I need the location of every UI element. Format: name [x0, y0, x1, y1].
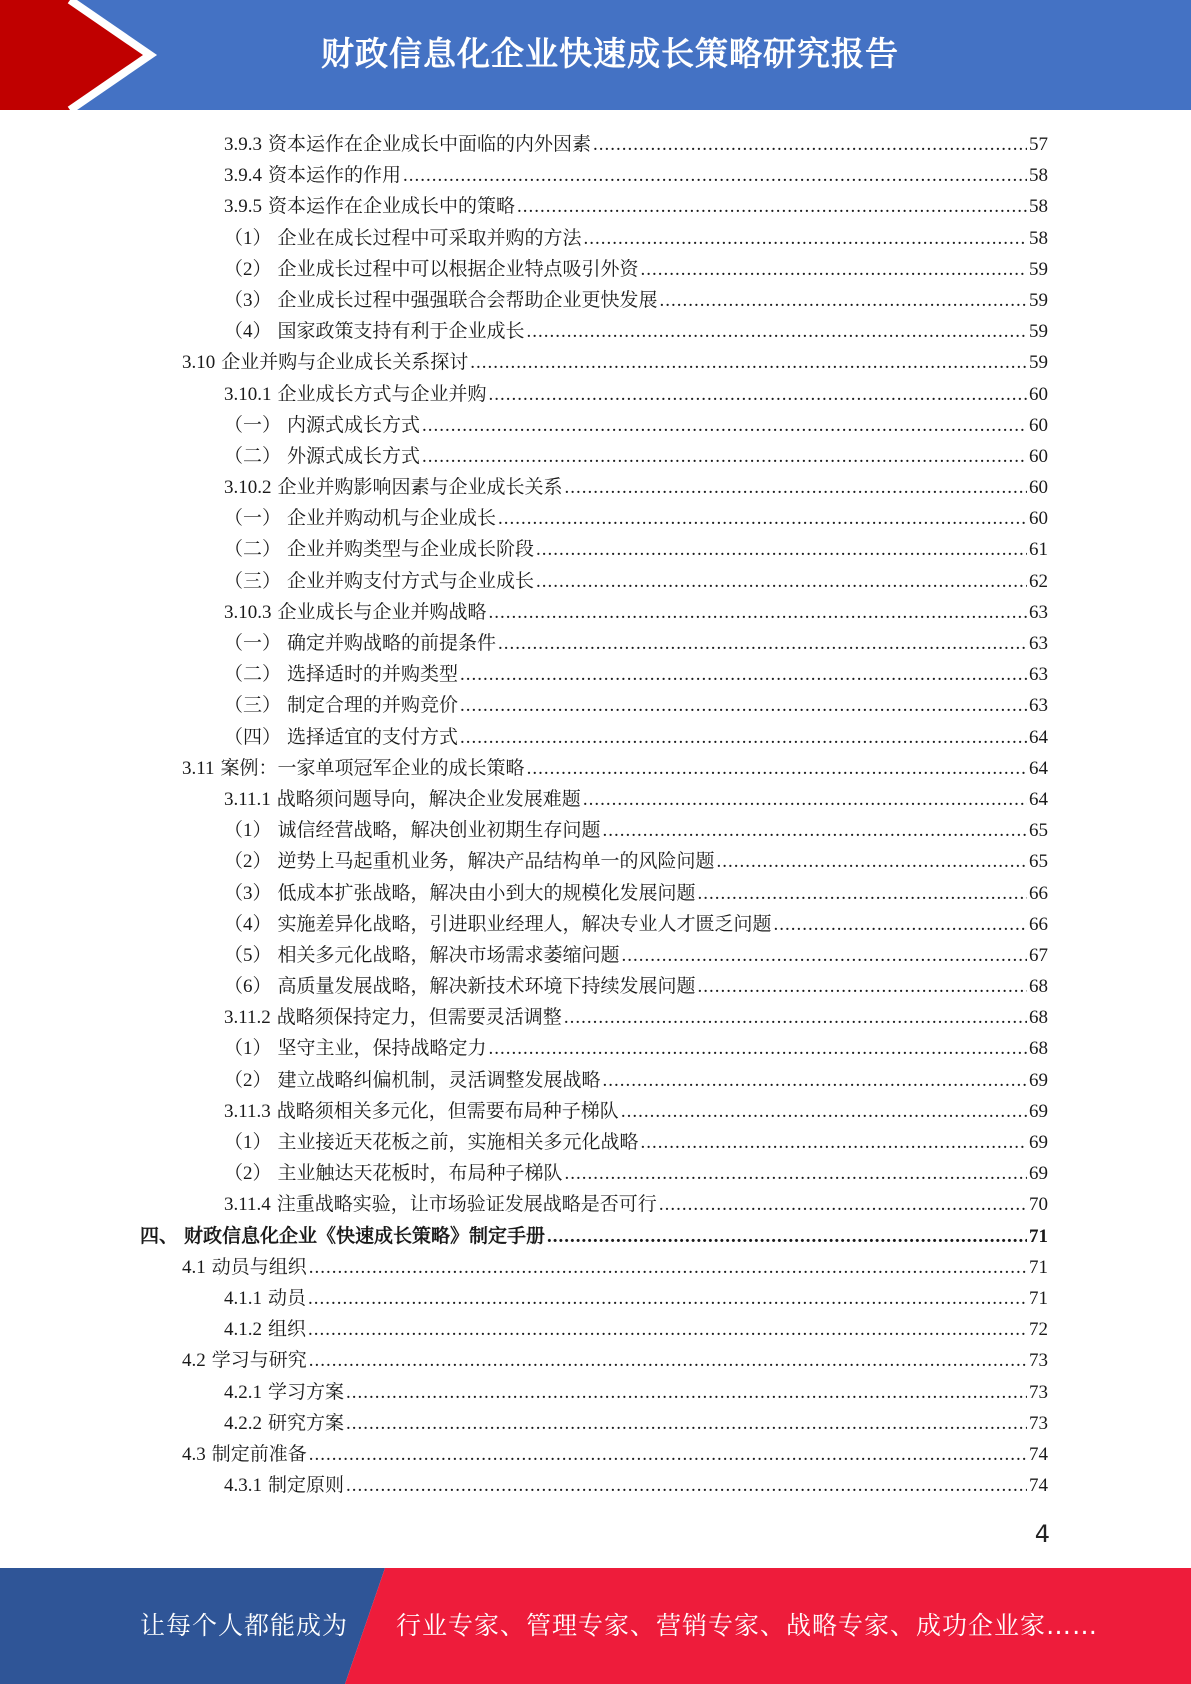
- toc-entry-page: 69: [1029, 1069, 1048, 1091]
- toc-entry-page: 69: [1029, 1132, 1048, 1153]
- toc-entry[interactable]: [140, 597, 1048, 628]
- toc-entry[interactable]: [140, 1189, 1048, 1220]
- toc-entry-page: 64: [1029, 726, 1048, 748]
- toc-dot-leader: [593, 129, 1027, 160]
- toc-entry-title: 企业成长与企业并购战略: [277, 601, 487, 623]
- toc-entry-title: 动员: [268, 1287, 307, 1309]
- toc-dot-leader: [460, 659, 1027, 690]
- toc-entry-page: 69: [1029, 1163, 1048, 1185]
- toc-entry-title: 主业触达天花板时，布局种子梯队: [277, 1163, 563, 1185]
- document-title: 财政信息化企业快速成长策略研究报告: [321, 34, 899, 73]
- toc-entry-title: 财政信息化企业《快速成长策略》制定手册: [184, 1225, 546, 1247]
- toc-entry-page: 59: [1029, 258, 1048, 280]
- toc-dot-leader: [346, 1377, 1027, 1408]
- toc-entry-page: 63: [1029, 601, 1048, 623]
- toc-entry-title: 注重战略实验，让市场验证发展战略是否可行: [276, 1194, 657, 1216]
- toc-entry[interactable]: [140, 1033, 1048, 1064]
- toc-dot-leader: [346, 1408, 1027, 1439]
- toc-dot-leader: [774, 909, 1027, 940]
- toc-entry[interactable]: [140, 815, 1048, 846]
- toc-entry[interactable]: [140, 1127, 1048, 1158]
- footer-slogan-right: 行业专家、管理专家、营销专家、战略专家、成功企业家……: [396, 1611, 1099, 1640]
- toc-entry-title: 学习方案: [268, 1381, 345, 1403]
- toc-entry-number: （三）: [224, 695, 282, 717]
- toc-entry-title: 资本运作在企业成长中的策略: [268, 196, 516, 218]
- toc-entry-title: 企业并购动机与企业成长: [287, 508, 497, 530]
- toc-entry-page: 71: [1029, 1225, 1048, 1247]
- toc-entry-page: 59: [1029, 352, 1048, 374]
- toc-entry-page: 62: [1029, 570, 1048, 592]
- toc-dot-leader: [489, 1033, 1027, 1064]
- toc-entry-number: （1）: [224, 820, 272, 842]
- toc-entry-number: （二）: [224, 539, 282, 561]
- toc-entry-title: 主业接近天花板之前，实施相关多元化战略: [277, 1132, 639, 1153]
- toc-entry-title: 内源式成长方式: [287, 414, 421, 436]
- toc-entry-page: 73: [1029, 1412, 1048, 1434]
- toc-entry-title: 企业并购与企业成长关系探讨: [221, 352, 469, 374]
- toc-entry[interactable]: [140, 784, 1048, 815]
- toc-dot-leader: [470, 347, 1027, 378]
- toc-entry-number: （2）: [224, 1163, 272, 1185]
- toc-entry[interactable]: [140, 659, 1048, 690]
- toc-entry-page: 69: [1029, 1100, 1048, 1122]
- toc-entry-page: 60: [1029, 383, 1048, 405]
- toc-entry-page: 67: [1029, 944, 1048, 966]
- toc-dot-leader: [309, 1439, 1027, 1470]
- toc-entry[interactable]: [140, 254, 1048, 285]
- toc-dot-leader: [641, 1127, 1027, 1158]
- toc-dot-leader: [641, 254, 1027, 285]
- toc-entry[interactable]: [140, 722, 1048, 753]
- toc-dot-leader: [583, 784, 1027, 815]
- toc-dot-leader: [622, 940, 1027, 971]
- toc-entry-title: 诚信经营战略，解决创业初期生存问题: [277, 820, 601, 842]
- toc-entry-number: 四、: [140, 1225, 179, 1247]
- toc-entry-number: 3.10.2: [224, 477, 272, 499]
- toc-entry[interactable]: [140, 940, 1048, 971]
- toc-entry[interactable]: [140, 285, 1048, 316]
- table-of-contents: [140, 129, 1048, 1501]
- toc-entry-number: 4.2.1: [224, 1381, 262, 1403]
- toc-entry-number: 4.3: [182, 1443, 206, 1465]
- toc-entry-number: 3.11: [182, 757, 215, 779]
- toc-entry-page: 71: [1029, 1287, 1048, 1309]
- toc-entry[interactable]: [140, 1314, 1048, 1345]
- toc-dot-leader: [536, 534, 1027, 565]
- toc-dot-leader: [489, 597, 1027, 628]
- toc-entry-page: 73: [1029, 1350, 1048, 1372]
- toc-entry-title: 选择适宜的支付方式: [287, 726, 459, 748]
- toc-entry-number: （3）: [224, 882, 272, 904]
- toc-dot-leader: [621, 1096, 1027, 1127]
- toc-entry-page: 63: [1029, 664, 1048, 686]
- toc-entry-page: 58: [1029, 165, 1048, 187]
- toc-entry-title: 企业成长方式与企业并购: [277, 383, 487, 405]
- toc-entry[interactable]: [140, 129, 1048, 160]
- toc-entry-title: 动员与组织: [211, 1256, 307, 1278]
- toc-entry-page: 60: [1029, 508, 1048, 530]
- toc-entry-number: 4.2.2: [224, 1412, 262, 1434]
- toc-entry-title: 案例：一家单项冠军企业的成长策略: [220, 757, 525, 779]
- toc-entry-page: 57: [1029, 134, 1048, 155]
- toc-entry-page: 65: [1029, 820, 1048, 842]
- page-number: 4: [1034, 1520, 1050, 1548]
- toc-entry-page: 60: [1029, 414, 1048, 436]
- toc-entry-number: 3.9.5: [224, 196, 262, 218]
- toc-entry-page: 64: [1029, 788, 1048, 810]
- toc-entry-title: 相关多元化战略，解决市场需求萎缩问题: [277, 944, 620, 966]
- toc-dot-leader: [603, 815, 1027, 846]
- toc-dot-leader: [346, 1470, 1027, 1501]
- toc-entry-title: 企业并购类型与企业成长阶段: [287, 539, 535, 561]
- toc-entry-title: 建立战略纠偏机制，灵活调整发展战略: [277, 1069, 601, 1091]
- toc-dot-leader: [603, 1065, 1027, 1096]
- footer-slogan-left: 让每个人都能成为: [140, 1611, 349, 1640]
- toc-entry-page: 74: [1029, 1443, 1048, 1465]
- toc-entry-number: （三）: [224, 570, 282, 592]
- toc-dot-leader: [527, 753, 1027, 784]
- toc-dot-leader: [422, 441, 1027, 472]
- toc-entry[interactable]: [140, 846, 1048, 877]
- toc-entry-number: 3.9.4: [224, 165, 262, 187]
- toc-entry-title: 低成本扩张战略，解决由小到大的规模化发展问题: [277, 882, 696, 904]
- toc-dot-leader: [489, 379, 1027, 410]
- toc-entry-number: 4.3.1: [224, 1475, 262, 1497]
- toc-entry-page: 64: [1029, 757, 1048, 779]
- toc-entry-page: 68: [1029, 1007, 1048, 1029]
- toc-entry-number: 3.11.4: [224, 1194, 271, 1216]
- toc-dot-leader: [308, 1283, 1027, 1314]
- toc-entry-number: （二）: [224, 445, 282, 467]
- toc-dot-leader: [660, 285, 1027, 316]
- toc-entry-page: 60: [1029, 477, 1048, 499]
- toc-entry-number: 4.1.2: [224, 1319, 262, 1341]
- toc-entry[interactable]: [140, 316, 1048, 347]
- toc-entry-title: 资本运作的作用: [268, 165, 402, 187]
- toc-dot-leader: [565, 472, 1027, 503]
- toc-entry-page: 63: [1029, 633, 1048, 654]
- toc-entry-page: 59: [1029, 321, 1048, 343]
- toc-entry-page: 58: [1029, 196, 1048, 218]
- toc-dot-leader: [564, 1002, 1027, 1033]
- toc-entry-page: 71: [1029, 1256, 1048, 1278]
- toc-entry-title: 企业成长过程中可以根据企业特点吸引外资: [277, 258, 639, 280]
- toc-entry-number: （5）: [224, 944, 272, 966]
- toc-entry-title: 研究方案: [268, 1412, 345, 1434]
- toc-dot-leader: [584, 223, 1027, 254]
- toc-entry-page: 68: [1029, 976, 1048, 998]
- toc-dot-leader: [498, 628, 1027, 659]
- toc-entry-title: 国家政策支持有利于企业成长: [277, 321, 525, 343]
- toc-entry-title: 战略须保持定力，但需要灵活调整: [276, 1007, 562, 1029]
- toc-entry-number: （1）: [224, 1132, 272, 1153]
- toc-dot-leader: [309, 1345, 1027, 1376]
- toc-dot-leader: [460, 690, 1027, 721]
- toc-entry[interactable]: [140, 534, 1048, 565]
- toc-entry-number: （3）: [224, 289, 272, 311]
- toc-entry-title: 坚守主业，保持战略定力: [277, 1038, 487, 1060]
- toc-entry-page: 60: [1029, 445, 1048, 467]
- toc-entry-number: （四）: [224, 726, 282, 748]
- toc-entry-page: 70: [1029, 1194, 1048, 1216]
- toc-entry[interactable]: [140, 628, 1048, 659]
- toc-entry-title: 企业成长过程中强强联合会帮助企业更快发展: [277, 289, 658, 311]
- toc-entry-title: 实施差异化战略，引进职业经理人，解决专业人才匮乏问题: [277, 913, 772, 935]
- toc-entry[interactable]: [140, 971, 1048, 1002]
- header-band: [0, 0, 1191, 110]
- toc-entry-page: 66: [1029, 913, 1048, 935]
- toc-entry-page: 66: [1029, 882, 1048, 904]
- toc-entry-number: （一）: [224, 508, 282, 530]
- toc-entry-number: （二）: [224, 664, 282, 686]
- toc-entry[interactable]: [140, 160, 1048, 191]
- toc-dot-leader: [308, 1314, 1027, 1345]
- toc-entry-title: 战略须问题导向，解决企业发展难题: [276, 788, 581, 810]
- toc-entry-title: 资本运作在企业成长中面临的内外因素: [268, 134, 592, 155]
- toc-entry[interactable]: [140, 1002, 1048, 1033]
- toc-entry[interactable]: [140, 441, 1048, 472]
- toc-entry-title: 选择适时的并购类型: [287, 664, 459, 686]
- toc-entry-number: 4.2: [182, 1350, 206, 1372]
- toc-entry-page: 65: [1029, 851, 1048, 873]
- toc-dot-leader: [717, 846, 1027, 877]
- toc-dot-leader: [698, 971, 1027, 1002]
- toc-entry-number: （1）: [224, 1038, 272, 1060]
- toc-entry[interactable]: [140, 223, 1048, 254]
- toc-entry-number: （6）: [224, 976, 272, 998]
- toc-entry[interactable]: [140, 191, 1048, 222]
- toc-entry-page: 58: [1029, 227, 1048, 249]
- toc-entry[interactable]: [140, 1345, 1048, 1376]
- toc-entry-title: 企业并购影响因素与企业成长关系: [277, 477, 563, 499]
- toc-entry[interactable]: [140, 566, 1048, 597]
- toc-entry[interactable]: [140, 472, 1048, 503]
- toc-entry-number: （4）: [224, 321, 272, 343]
- toc-entry-number: 3.11.1: [224, 788, 271, 810]
- toc-dot-leader: [422, 410, 1027, 441]
- toc-entry-number: 3.10.3: [224, 601, 272, 623]
- toc-dot-leader: [460, 722, 1027, 753]
- toc-entry-title: 逆势上马起重机业务，解决产品结构单一的风险问题: [277, 851, 715, 873]
- toc-entry-number: （一）: [224, 633, 282, 654]
- toc-entry[interactable]: [140, 1065, 1048, 1096]
- toc-entry-number: 3.10: [182, 352, 216, 374]
- toc-entry-title: 制定前准备: [211, 1443, 307, 1465]
- toc-entry[interactable]: [140, 347, 1048, 378]
- toc-entry[interactable]: [140, 1221, 1048, 1252]
- toc-entry[interactable]: [140, 1408, 1048, 1439]
- toc-entry-page: 61: [1029, 539, 1048, 561]
- toc-dot-leader: [547, 1221, 1027, 1252]
- footer-band: [0, 1568, 1191, 1684]
- toc-entry-page: 63: [1029, 695, 1048, 717]
- toc-dot-leader: [536, 566, 1027, 597]
- toc-dot-leader: [659, 1189, 1027, 1220]
- toc-entry[interactable]: [140, 410, 1048, 441]
- toc-dot-leader: [565, 1158, 1027, 1189]
- toc-entry-page: 72: [1029, 1319, 1048, 1341]
- toc-entry-title: 学习与研究: [211, 1350, 307, 1372]
- toc-entry-number: 3.9.3: [224, 134, 262, 155]
- toc-entry[interactable]: [140, 379, 1048, 410]
- toc-entry-number: （2）: [224, 1069, 272, 1091]
- toc-entry[interactable]: [140, 1158, 1048, 1189]
- toc-entry-title: 确定并购战略的前提条件: [287, 633, 497, 654]
- toc-entry-page: 74: [1029, 1475, 1048, 1497]
- toc-entry-number: （4）: [224, 913, 272, 935]
- toc-dot-leader: [498, 503, 1027, 534]
- toc-entry[interactable]: [140, 909, 1048, 940]
- red-chevron: [0, 0, 150, 110]
- toc-entry-number: （1）: [224, 227, 272, 249]
- toc-entry[interactable]: [140, 878, 1048, 909]
- toc-entry-number: 3.11.2: [224, 1007, 271, 1029]
- toc-entry-number: 3.10.1: [224, 383, 272, 405]
- toc-entry[interactable]: [140, 1096, 1048, 1127]
- toc-entry-title: 企业并购支付方式与企业成长: [287, 570, 535, 592]
- toc-entry-title: 外源式成长方式: [287, 445, 421, 467]
- toc-entry-title: 高质量发展战略，解决新技术环境下持续发展问题: [277, 976, 696, 998]
- toc-entry[interactable]: [140, 753, 1048, 784]
- toc-entry-page: 68: [1029, 1038, 1048, 1060]
- toc-entry[interactable]: [140, 1283, 1048, 1314]
- toc-dot-leader: [698, 878, 1027, 909]
- toc-entry-title: 组织: [268, 1319, 307, 1341]
- toc-entry-number: （一）: [224, 414, 282, 436]
- toc-entry-title: 战略须相关多元化，但需要布局种子梯队: [276, 1100, 619, 1122]
- toc-entry-number: （2）: [224, 258, 272, 280]
- toc-entry[interactable]: [140, 1470, 1048, 1501]
- toc-entry-number: 4.1.1: [224, 1287, 262, 1309]
- toc-entry-number: 3.11.3: [224, 1100, 271, 1122]
- toc-entry[interactable]: [140, 1252, 1048, 1283]
- toc-entry-title: 制定合理的并购竞价: [287, 695, 459, 717]
- toc-dot-leader: [527, 316, 1027, 347]
- toc-entry[interactable]: [140, 503, 1048, 534]
- toc-entry-page: 59: [1029, 289, 1048, 311]
- toc-entry[interactable]: [140, 1439, 1048, 1470]
- toc-entry-page: 73: [1029, 1381, 1048, 1403]
- toc-entry-title: 制定原则: [268, 1475, 345, 1497]
- toc-entry-title: 企业在成长过程中可采取并购的方法: [277, 227, 582, 249]
- toc-entry-number: 4.1: [182, 1256, 206, 1278]
- toc-dot-leader: [517, 191, 1027, 222]
- toc-dot-leader: [309, 1252, 1027, 1283]
- toc-entry-number: （2）: [224, 851, 272, 873]
- toc-dot-leader: [403, 160, 1027, 191]
- toc-entry[interactable]: [140, 1377, 1048, 1408]
- toc-entry[interactable]: [140, 690, 1048, 721]
